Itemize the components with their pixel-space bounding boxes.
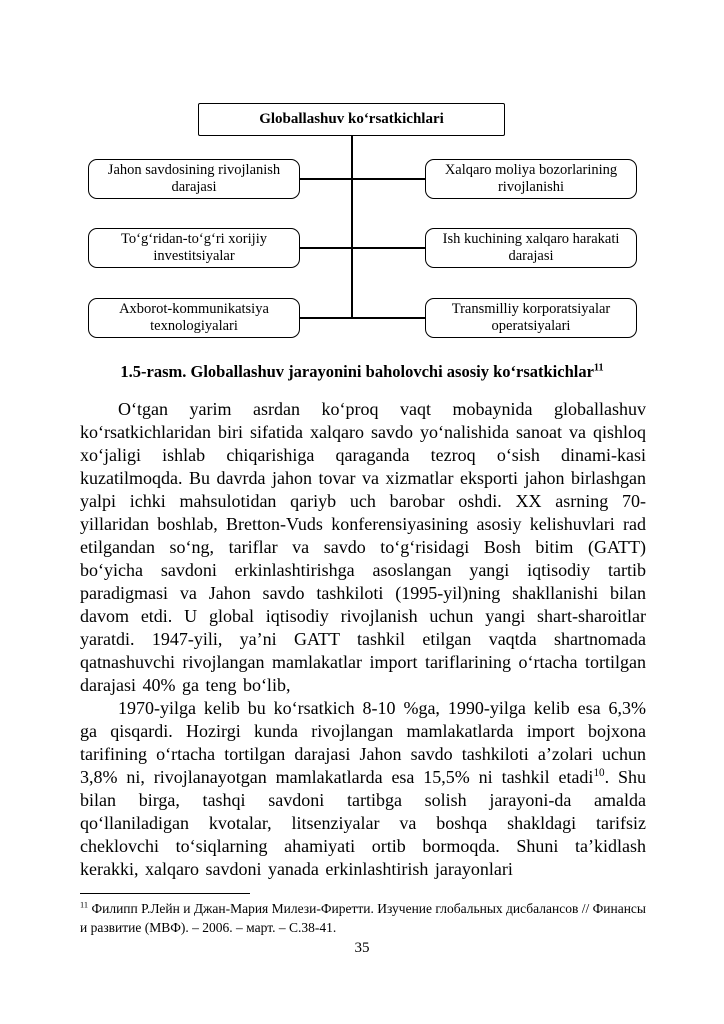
paragraph-1: O‘tgan yarim asrdan ko‘proq vaqt mobaynida globallashuv ko‘rsatkichlaridan biri sifatida xalqaro savdo yo‘nalishida sanoat va qishloq xo‘jaligi ishlab chiqarishiga qaraganda tezroq o‘sish dinami-kasi kuzatilmoqda. Bu davrda jahon tovar va xizmatlar eksporti jahon birlashgan yalpi ichki mahsulotidan qariyb uch barobar oshdi. XX asrning 70-yillaridan boshlab, Bretton-Vuds konferensiyasining asosiy kelishuvlari rad etilgandan so‘ng, tariflar va savdo to‘g‘risidagi Bosh bitim (GATT) bo‘yicha savdoni erkinlashtirishga asoslangan yangi iqtisodiy tartib paradigmasi va Jahon savdo tashkiloti (1995-yil)ning shakllanishi bilan davom etdi. U global iqtisodiy rivojlanish uchun yangi shart-sharoitlar yaratdi. 1947-yili, ya’ni GATT tashkil etilgan vaqtda shartnomada qatnashuvchi rivojlangan mamlakatlar import tariflarining o‘rtacha tortilgan darajasi 40% ga teng bo‘lib, — [80, 399, 646, 695]
diagram-box-financial-markets: Xalqaro moliya bozorlarining rivojlanishi — [425, 159, 637, 199]
paragraph-2-text-cont: . Shu bilan birga, tashqi savdoni tartibga solish jarayoni-da amalda qo‘llaniladigan kvotalar, litsenziyalar va boshqa shakldagi tarifsiz cheklovchi to‘siqlarning ahamiyati ortib bormoqda. Shuni ta’kidlash kerakki, xalqaro savdoni yanada erkinlashtirish jarayonlari — [80, 767, 646, 879]
footnote-separator — [80, 893, 250, 894]
footnote-text: Филипп Р.Лейн и Джан-Мария Милези-Фиретти. Изучение глобальных дисбалансов // Финансы и развитие (МВФ). – 2006. – март. – С.38-41. — [80, 901, 646, 935]
connector-trunk-line — [351, 136, 353, 319]
globalization-indicators-diagram — [0, 0, 724, 350]
caption-footnote-ref: 11 — [593, 362, 604, 374]
paragraph-2 — [80, 697, 646, 881]
diagram-root-box: Globallashuv ko‘rsatkichlari — [198, 103, 505, 136]
figure-caption-text: 1.5-rasm. Globallashuv jarayonini baholovchi asosiy ko‘rsatkichlar — [120, 362, 594, 381]
diagram-box-foreign-investment: To‘g‘ridan-to‘g‘ri xorijiy investitsiyalar — [88, 228, 300, 268]
paragraph-2-text: 1970-yilga kelib bu ko‘rsatkich 8-10 %ga, 1990-yilga kelib esa 6,3% ga qisqardi. Hozirgi kunda rivojlangan mamlakatlarda import bojxona tarifining o‘rtacha tortilgan darajasi Jahon savdo tashkiloti a’zolari uchun 3,8% ni, rivojlanayotgan mamlakatlarda esa 15,5% ni tashkil etadi — [80, 698, 646, 787]
diagram-box-transnational-corporations: Transmilliy korporatsiyalar operatsiyalari — [425, 298, 637, 338]
connector-line-row3 — [300, 317, 425, 319]
body-text — [80, 398, 646, 881]
body-footnote-ref-10: 10 — [593, 767, 605, 779]
page-number: 35 — [354, 940, 370, 956]
footnote-ref-11: 11 — [80, 900, 89, 910]
footnote — [80, 899, 646, 937]
diagram-box-labor-movement: Ish kuchining xalqaro harakati darajasi — [425, 228, 637, 268]
connector-line-row2 — [300, 247, 425, 249]
diagram-box-world-trade: Jahon savdosining rivojlanish darajasi — [88, 159, 300, 199]
figure-caption — [0, 362, 724, 382]
connector-line-row1 — [300, 178, 425, 180]
diagram-box-ict: Axborot-kommunikatsiya texnologiyalari — [88, 298, 300, 338]
